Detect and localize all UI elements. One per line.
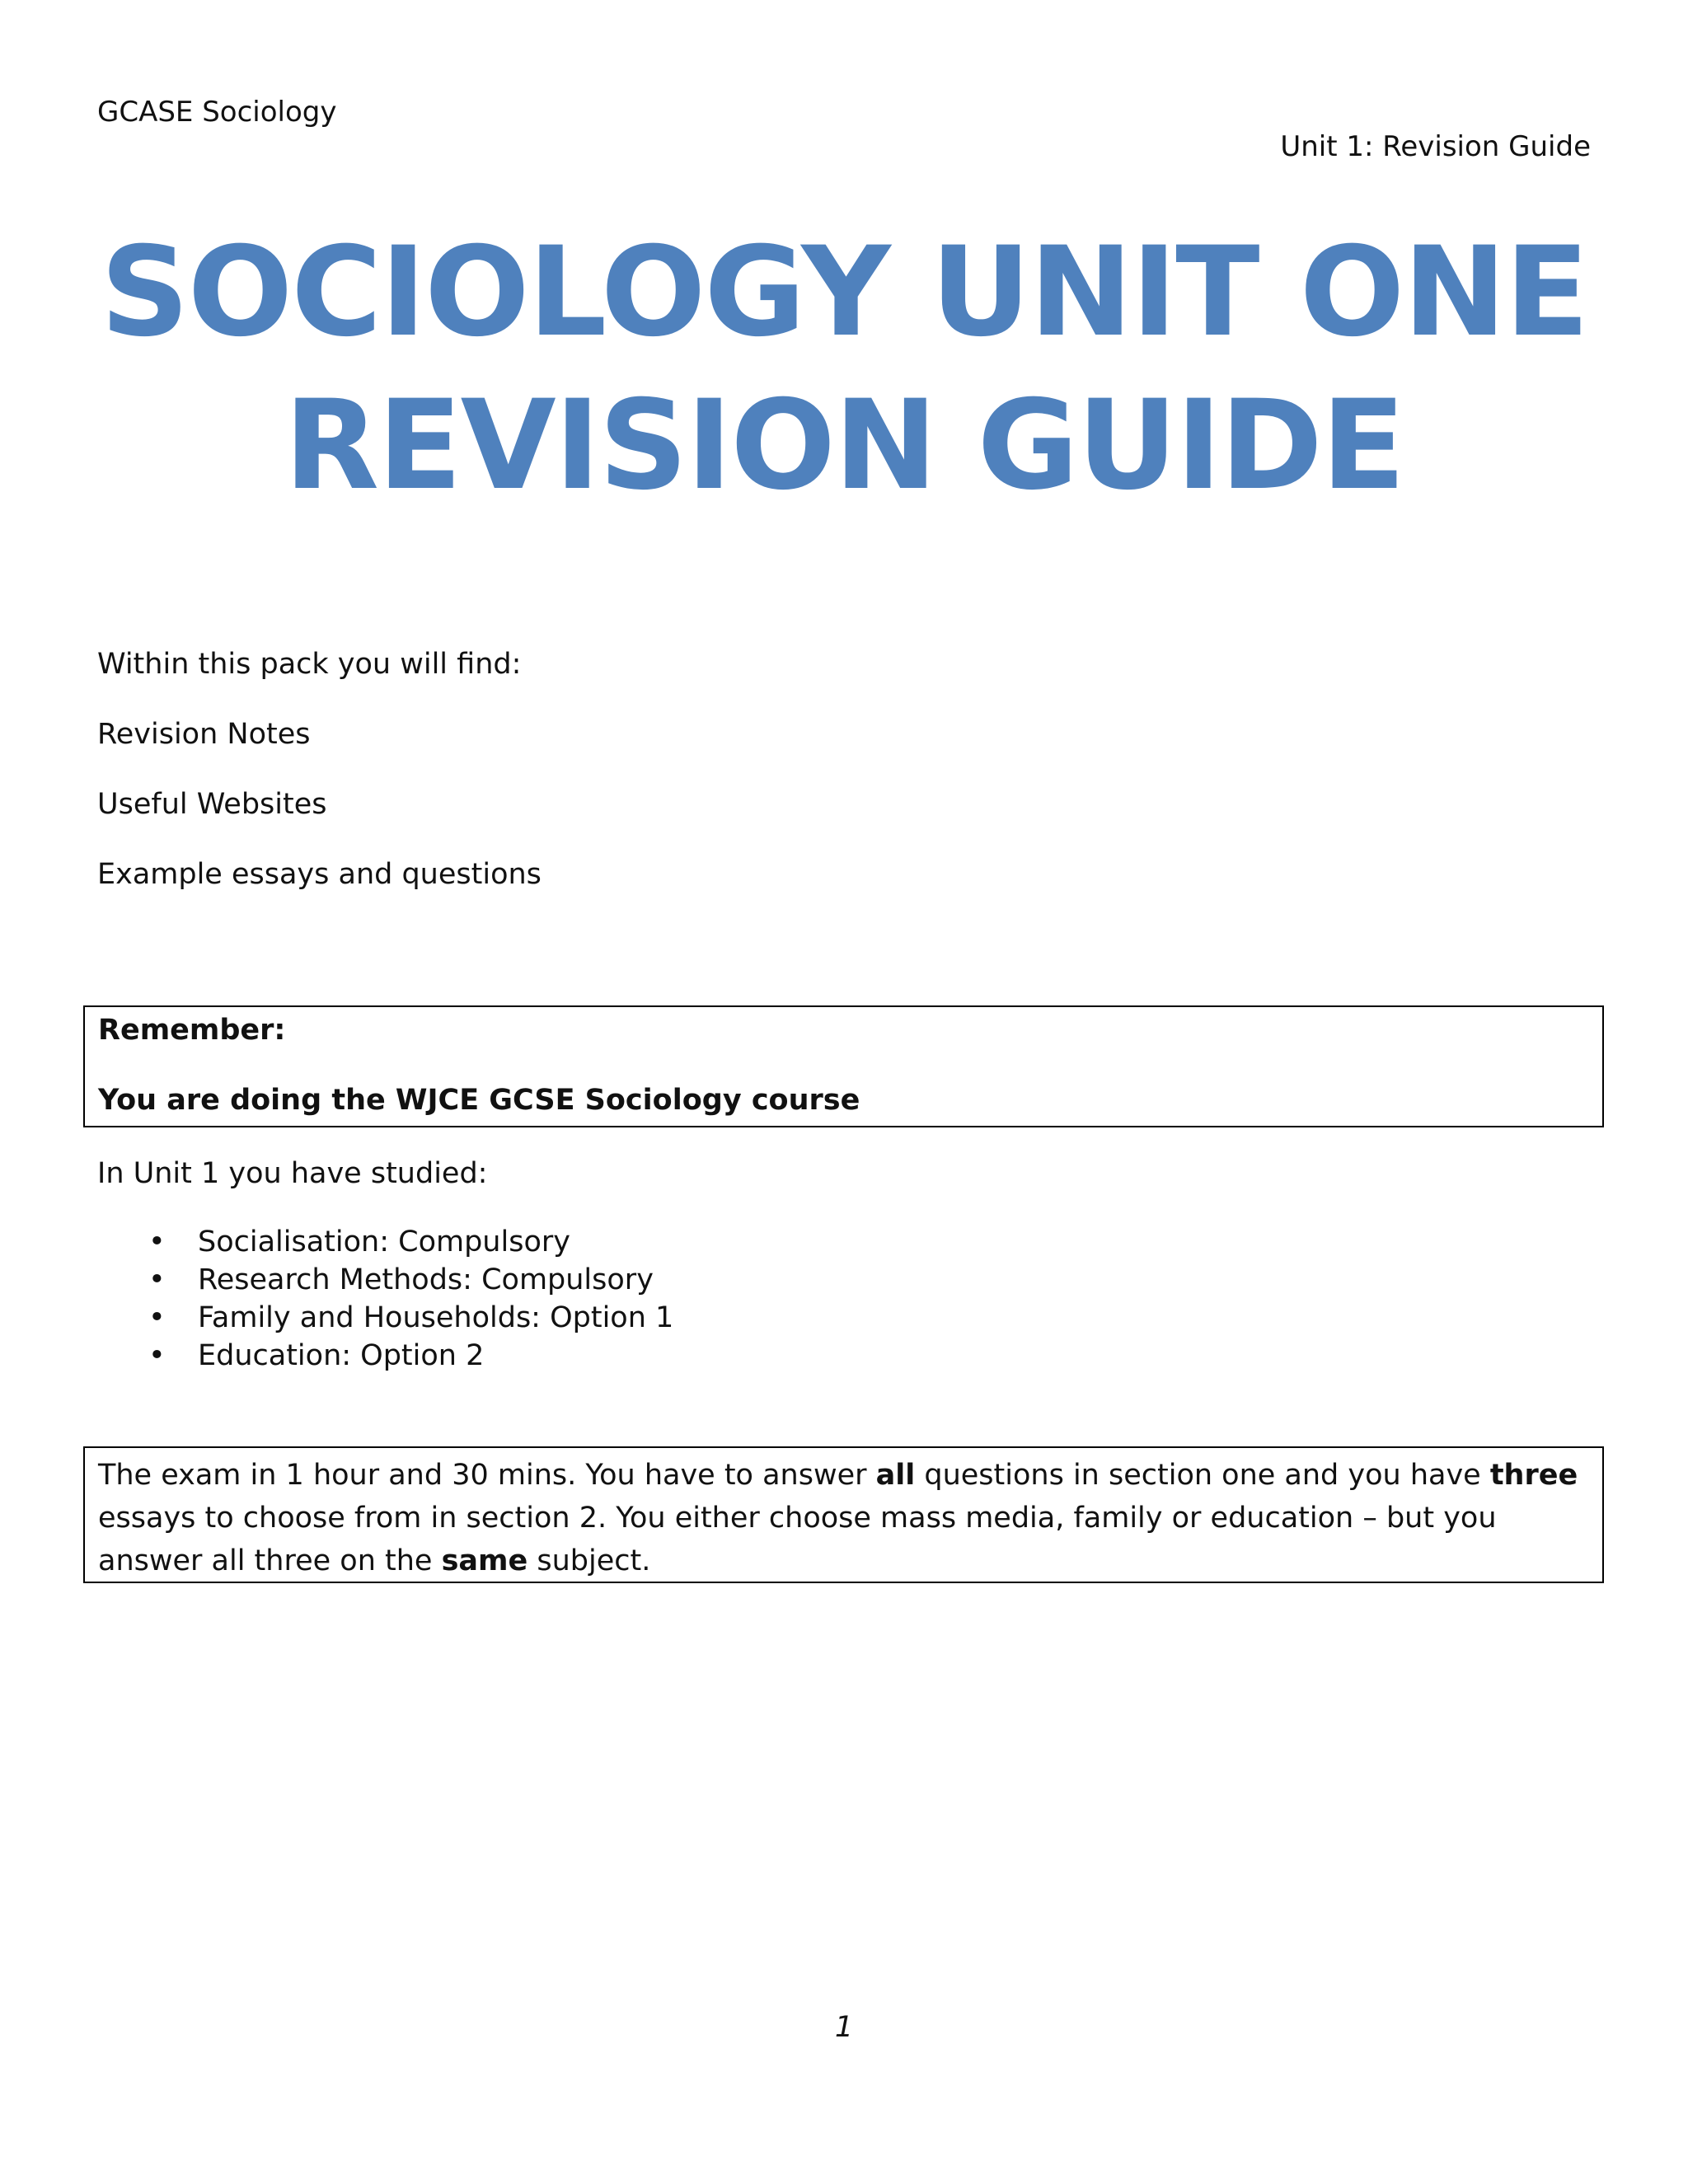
page-title-line-2: REVISION GUIDE [284, 374, 1404, 518]
pack-contents [97, 648, 542, 928]
exam-info-box [83, 1446, 1604, 1583]
bullet: • [148, 1301, 166, 1334]
pack-item-example-essays: Example essays and questions [97, 858, 542, 891]
header-right: Unit 1: Revision Guide [1280, 130, 1591, 163]
studied-lead: In Unit 1 you have studied: [97, 1157, 488, 1190]
pack-item-useful-websites: Useful Websites [97, 788, 327, 821]
page-title [0, 216, 1688, 523]
topic-label: Socialisation: Compulsory [198, 1226, 570, 1258]
topic-label: Family and Households: Option 1 [198, 1301, 674, 1334]
remember-heading: Remember: [98, 1014, 286, 1047]
exam-emphasis-three: three [1489, 1459, 1578, 1492]
exam-text-part-4: subject. [528, 1544, 651, 1577]
pack-contents-lead: Within this pack you will find: [97, 648, 522, 681]
pack-item-revision-notes: Revision Notes [97, 718, 311, 751]
topic-label: Research Methods: Compulsory [198, 1263, 654, 1296]
page-number: 1 [834, 2011, 854, 2044]
list-item [97, 1337, 673, 1375]
topic-list [97, 1223, 673, 1375]
page-title-line-1: SOCIOLOGY UNIT ONE [100, 221, 1588, 364]
exam-text-part-3: essays to choose from in section 2. You either choose mass media, family or education – but you answer all three on the [98, 1502, 1497, 1577]
exam-text-part-2: questions in section one and you have [915, 1459, 1490, 1492]
header-left: GCASE Sociology [97, 96, 337, 129]
list-item [97, 1299, 673, 1337]
exam-text-part-1: The exam in 1 hour and 30 mins. You have to answer [98, 1459, 876, 1492]
bullet: • [148, 1339, 166, 1372]
exam-emphasis-all: all [875, 1459, 916, 1492]
bullet: • [148, 1263, 166, 1296]
remember-text: You are doing the WJCE GCSE Sociology course [98, 1084, 860, 1117]
exam-emphasis-same: same [441, 1544, 528, 1577]
list-item [97, 1223, 673, 1261]
list-item [97, 1261, 673, 1299]
bullet: • [148, 1226, 166, 1258]
topic-label: Education: Option 2 [198, 1339, 485, 1372]
remember-box [83, 1005, 1604, 1127]
